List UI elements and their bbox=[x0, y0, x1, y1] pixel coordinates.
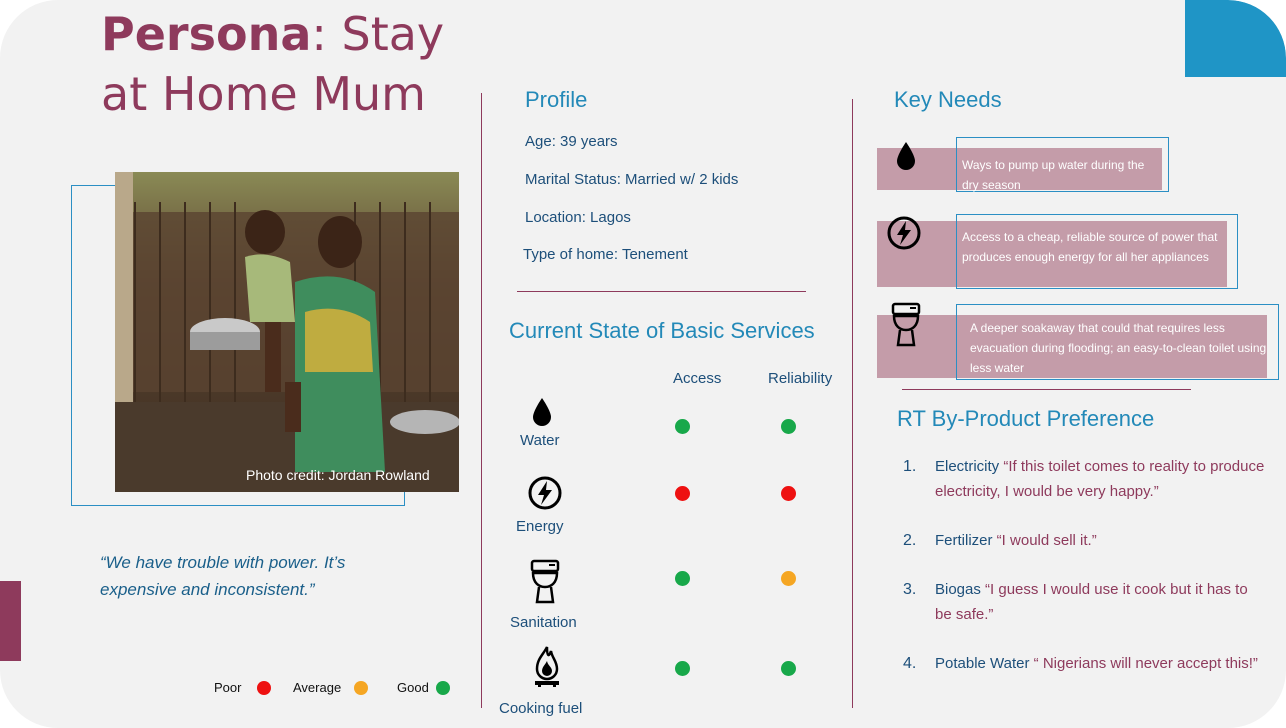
preference-item-3: Biogas “I guess I would use it cook but it has to be safe.” bbox=[935, 581, 1248, 623]
photo-credit: Photo credit: Jordan Rowland bbox=[246, 467, 430, 483]
key-needs-heading: Key Needs bbox=[894, 87, 1002, 112]
legend-poor-label: Poor bbox=[214, 680, 242, 695]
services-heading: Current State of Basic Services bbox=[509, 318, 815, 343]
persona-photo bbox=[115, 172, 459, 492]
preference-item-1: Electricity “If this toilet comes to reality to produce electricity, I would be very happy.” bbox=[935, 458, 1265, 500]
profile-marital-status: Marital Status: Married w/ 2 kids bbox=[525, 171, 739, 188]
need-text-3: A deeper soakaway that could that requires less evacuation during flooding; an easy-to-clean toilet using less water bbox=[970, 321, 1267, 375]
lightning-icon bbox=[527, 475, 563, 511]
profile-divider bbox=[517, 291, 806, 292]
legend-average-label: Average bbox=[293, 680, 342, 695]
access-column-header: Access bbox=[673, 370, 722, 387]
need-text-1: Ways to pump up water during the dry season bbox=[962, 158, 1145, 192]
water-access-status-dot bbox=[675, 419, 690, 434]
preference-item-4: Potable Water “ Nigerians will never accept this!” bbox=[935, 655, 1258, 672]
service-label-water: Water bbox=[520, 432, 560, 449]
profile-heading: Profile bbox=[525, 87, 588, 112]
preferences-heading: RT By-Product Preference bbox=[897, 406, 1155, 431]
water-drop-icon bbox=[531, 397, 553, 427]
page-title: Persona: Stay at Home Mum bbox=[101, 7, 445, 121]
water-drop-icon bbox=[895, 141, 917, 171]
persona-quote: “We have trouble with power. It’s expensive and inconsistent.” bbox=[100, 553, 346, 599]
toilet-icon bbox=[529, 559, 561, 605]
water-reliability-status-dot bbox=[781, 419, 796, 434]
preference-number-4: 4. bbox=[903, 655, 917, 672]
cooking-fuel-access-status-dot bbox=[675, 661, 690, 676]
cooking-fuel-reliability-status-dot bbox=[781, 661, 796, 676]
preference-number-1: 1. bbox=[903, 458, 917, 475]
energy-access-status-dot bbox=[675, 486, 690, 501]
flame-icon bbox=[533, 645, 561, 687]
toilet-icon bbox=[890, 302, 922, 348]
lightning-icon bbox=[886, 215, 922, 251]
profile-home-type: Type of home: Tenement bbox=[523, 246, 688, 263]
column-divider-right bbox=[852, 99, 853, 708]
legend-good-dot bbox=[436, 681, 450, 695]
sanitation-reliability-status-dot bbox=[781, 571, 796, 586]
preference-item-2: Fertilizer “I would sell it.” bbox=[935, 532, 1097, 549]
preference-number-2: 2. bbox=[903, 532, 917, 549]
legend-good-label: Good bbox=[397, 680, 429, 695]
energy-reliability-status-dot bbox=[781, 486, 796, 501]
corner-accent bbox=[1185, 0, 1286, 77]
need-text-2: Access to a cheap, reliable source of power that produces enough energy for all her appliances bbox=[962, 230, 1218, 264]
service-label-cooking-fuel: Cooking fuel bbox=[499, 700, 583, 717]
reliability-column-header: Reliability bbox=[768, 370, 833, 387]
service-label-energy: Energy bbox=[516, 518, 564, 535]
profile-age: Age: 39 years bbox=[525, 133, 618, 150]
left-accent-bar bbox=[0, 581, 21, 661]
service-label-sanitation: Sanitation bbox=[510, 614, 577, 631]
profile-location: Location: Lagos bbox=[525, 209, 631, 226]
key-needs-divider bbox=[902, 389, 1191, 390]
sanitation-access-status-dot bbox=[675, 571, 690, 586]
legend-average-dot bbox=[354, 681, 368, 695]
column-divider-left bbox=[481, 93, 482, 708]
preference-number-3: 3. bbox=[903, 581, 917, 598]
legend-poor-dot bbox=[257, 681, 271, 695]
